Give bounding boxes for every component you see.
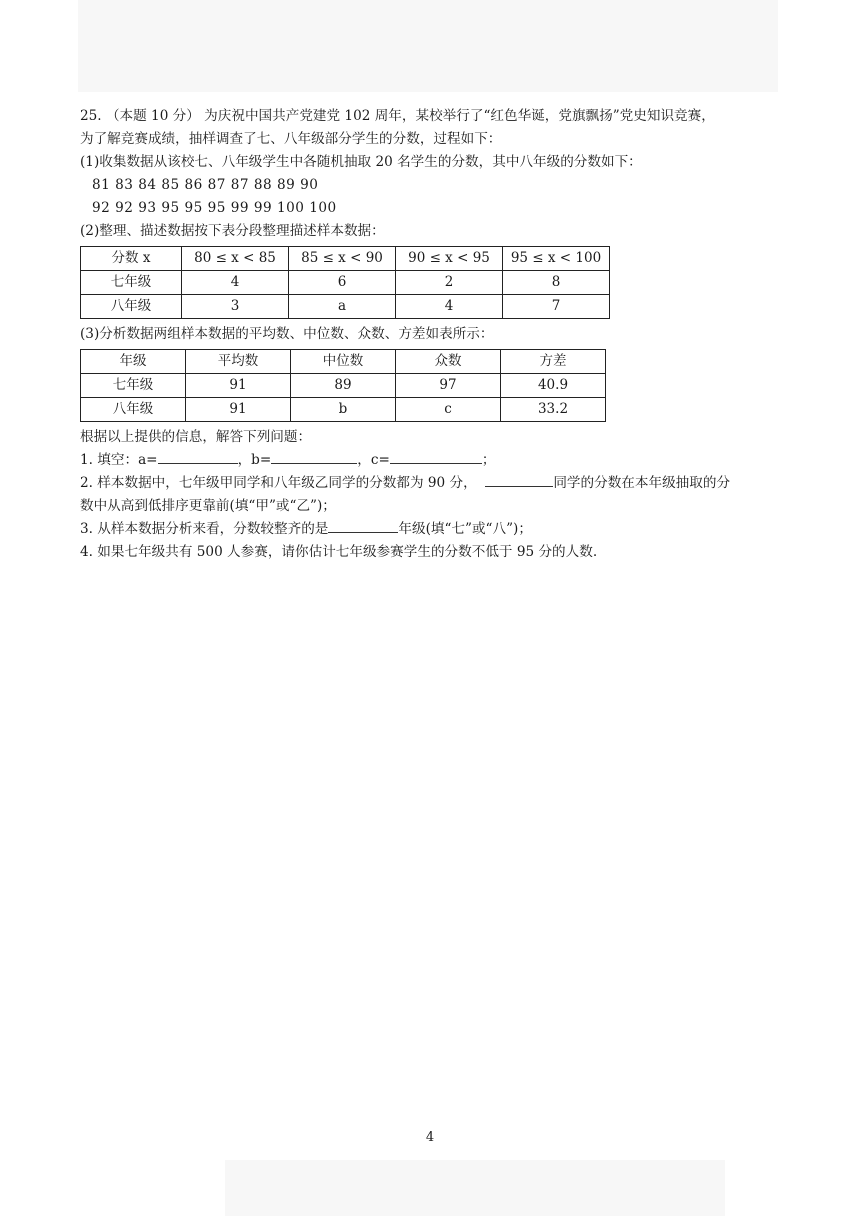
fill-label-c: ，c= [357,452,390,468]
answer-blank-q2[interactable] [485,472,553,487]
table-header-cell: 众数 [396,350,501,374]
table-row [81,271,610,295]
table-header-cell: 年级 [81,350,186,374]
sub-question-1 [80,449,785,472]
frequency-table [80,246,610,319]
answer-blank-q3[interactable] [328,518,398,533]
table-header-cell: 方差 [501,350,606,374]
fill-label-b: ，b= [237,452,272,468]
table-header-cell: 中位数 [291,350,396,374]
table-cell: 4 [182,271,289,295]
table-row [81,398,606,422]
intro-line-2: 为了解竞赛成绩，抽样调查了七、八年级部分学生的分数，过程如下： [80,131,502,147]
table-cell: 6 [289,271,396,295]
table-cell: 7 [503,295,610,319]
table-header-cell: 90 ≤ x < 95 [396,247,503,271]
page-number: 4 [425,1130,435,1145]
footer-band [225,1160,725,1216]
answer-blank-c[interactable] [390,449,482,464]
header-band [78,0,778,92]
table-header-row [81,350,606,374]
step-2-text: (2)整理、描述数据按下表分段整理描述样本数据： [80,223,385,239]
sub-question-4: 4. 如果七年级共有 500 人参赛，请你估计七年级参赛学生的分数不低于 95 分的人数. [80,544,598,560]
table-cell: 七年级 [81,374,186,398]
fill-label-a: 1. 填空：a= [80,452,158,468]
table-cell: 2 [396,271,503,295]
table-header-cell: 85 ≤ x < 90 [289,247,396,271]
answer-blank-a[interactable] [158,449,238,464]
prompt-text: 根据以上提供的信息，解答下列问题： [80,429,312,445]
scores-row-1: 81 83 84 85 86 87 87 88 89 90 [92,177,319,193]
table-row [81,295,610,319]
table-cell: c [396,398,501,422]
step-3-text: (3)分析数据两组样本数据的平均数、中位数、众数、方差如表所示： [80,326,494,342]
q3-text-part-2: 年级(填“七”或“八”)； [398,521,532,537]
table-header-cell: 80 ≤ x < 85 [182,247,289,271]
table-cell: 3 [182,295,289,319]
table-cell: 91 [186,374,291,398]
table-cell: 33.2 [501,398,606,422]
sub-question-3 [80,518,785,541]
table-cell: 八年级 [81,295,182,319]
table-header-cell: 95 ≤ x < 100 [503,247,610,271]
scores-row-2: 92 92 93 95 95 95 99 99 100 100 [92,200,337,216]
sub-question-2-continued: 数中从高到低排序更靠前(填“甲”或“乙”)； [80,498,336,514]
q2-text-part-2: 同学的分数在本年级抽取的分 [553,475,731,491]
table-header-cell: 分数 x [81,247,182,271]
table-cell: 七年级 [81,271,182,295]
table-cell: 4 [396,295,503,319]
table-cell: 8 [503,271,610,295]
table-header-row [81,247,610,271]
table-cell: 40.9 [501,374,606,398]
table-cell: 89 [291,374,396,398]
table-cell: 97 [396,374,501,398]
question-25 [80,105,785,564]
intro-line-1: 25. （本题 10 分） 为庆祝中国共产党建党 102 周年，某校举行了“红色华诞，党旗飘扬”党史知识竞赛， [80,108,715,124]
q2-text-part-1: 2. 样本数据中，七年级甲同学和八年级乙同学的分数都为 90 分， [80,475,477,491]
table-header-cell: 平均数 [186,350,291,374]
statistics-table [80,349,606,422]
fill-end: ； [481,452,496,468]
table-cell: a [289,295,396,319]
step-1-text: (1)收集数据从该校七、八年级学生中各随机抽取 20 名学生的分数，其中八年级的分数如下： [80,154,642,170]
table-cell: b [291,398,396,422]
answer-blank-b[interactable] [271,449,357,464]
table-row [81,374,606,398]
table-cell: 八年级 [81,398,186,422]
q3-text-part-1: 3. 从样本数据分析来看，分数较整齐的是 [80,521,329,537]
table-cell: 91 [186,398,291,422]
sub-question-2 [80,472,785,495]
